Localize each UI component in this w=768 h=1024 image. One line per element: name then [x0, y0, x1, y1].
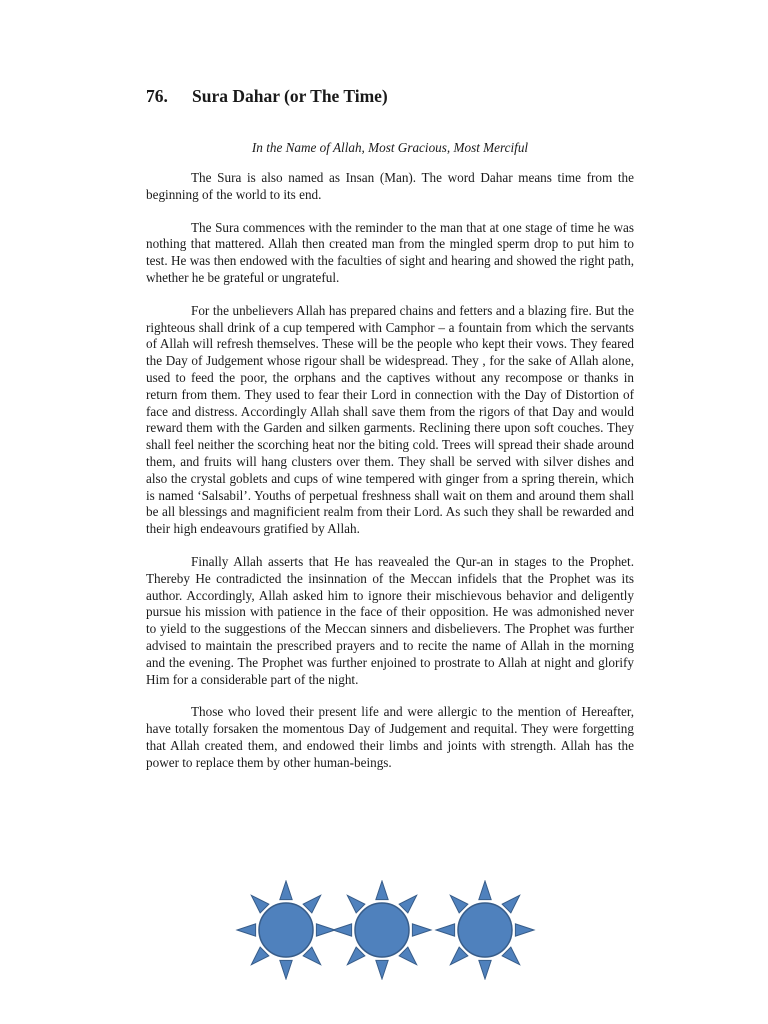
sun-ray: [399, 947, 417, 965]
sun-icon: [436, 881, 534, 979]
document-page: [146, 80, 634, 788]
sun-disc: [458, 903, 512, 957]
sun-ray: [303, 947, 321, 965]
sun-ray: [515, 924, 534, 936]
sun-ray: [502, 947, 520, 965]
sun-ray: [399, 895, 417, 913]
sura-heading: [146, 84, 634, 108]
sun-ray: [376, 881, 388, 900]
sun-ray: [347, 947, 365, 965]
sun-ray: [347, 895, 365, 913]
sun-ray: [479, 881, 491, 900]
invocation-line: In the Name of Allah, Most Gracious, Most Merciful: [251, 140, 529, 155]
paragraph-1: The Sura is also named as Insan (Man). The word Dahar means time from the beginning of the world to its end.: [146, 170, 634, 202]
sun-disc: [259, 903, 313, 957]
sun-ray: [237, 924, 256, 936]
paragraph-3: For the unbelievers Allah has prepared chains and fetters and a blazing fire. But the righteous shall drink of a cup tempered with Camphor – a fountain from which the servants of Allah will refresh themselves. These will be the people who kept their vows. They feared the Day of Judgement whose rigour shall be widespread. They , for the sake of Allah alone, used to feed the poor, the orphans and the captives without any recompose or thanks in return from them. They used to fear their Lord in connection with the Day of Distortion of face and distress. Accordingly Allah shall save them from the rigors of that Day and would reward them with the Garden and silken garments. Reclining there upon soft couches. They shall feel neither the scorching heat nor the biting cold. Trees will spread their shade around them, and fruits will hang clusters over them. They shall be served with silver dishes and also the crystal goblets and cups of wine tempered with ginger from a spring therein, which is named ‘Salsabil’. Youths of perpetual freshness shall wait on them and around them shall be all blessings and magnificient realm from their Lord. As such they shall be rewarded and their high endeavours gratified by Allah.: [146, 302, 634, 537]
sun-ray: [333, 924, 352, 936]
paragraph-4: Finally Allah asserts that He has reavealed the Qur-an in stages to the Prophet. Thereby He contradicted the insinnation of the Meccan infidels that the Prophet was its author. Accordingly, Allah asked him to ignore their mischievous behavior and deligently pursue his mission with patience in the face of their opposition. He was admonished never to yield to the suggestions of the Meccan sinners and disbelievers. The Prophet was further advised to maintain the prescribed prayers and to recite the name of Allah in the morning and the evening. The Prophet was further enjoined to prostrate to Allah at night and glorify Him for a considerable part of the night.: [146, 553, 634, 687]
sun-ray: [376, 960, 388, 979]
sun-icon: [237, 881, 335, 979]
sura-number: 76.: [146, 86, 168, 106]
paragraph-5: Those who loved their present life and were allergic to the mention of Hereafter, have totally forsaken the momentous Day of Judgement and requital. They were forgetting that Allah created them, and endowed their limbs and joints with strength. Allah has the power to replace them by other human-beings.: [146, 704, 634, 770]
sun-disc: [355, 903, 409, 957]
sura-title: Sura Dahar (or The Time): [192, 86, 388, 106]
sun-ray: [502, 895, 520, 913]
sun-ray: [412, 924, 431, 936]
sun-ray: [251, 947, 269, 965]
sun-ray: [303, 895, 321, 913]
sun-ray: [450, 895, 468, 913]
paragraph-2: The Sura commences with the reminder to the man that at one stage of time he was nothing that mattered. Allah then created man from the mingled sperm drop to put him to test. He was then endowed with the faculties of sight and hearing and showed the right path, whether he be grateful or ungrateful.: [146, 219, 634, 285]
sun-ray: [280, 960, 292, 979]
sun-ray: [479, 960, 491, 979]
sun-ray: [280, 881, 292, 900]
sun-ray: [450, 947, 468, 965]
sun-ray: [436, 924, 455, 936]
sun-ray: [251, 895, 269, 913]
sun-icon: [333, 881, 431, 979]
sun-ornament: [226, 880, 542, 980]
